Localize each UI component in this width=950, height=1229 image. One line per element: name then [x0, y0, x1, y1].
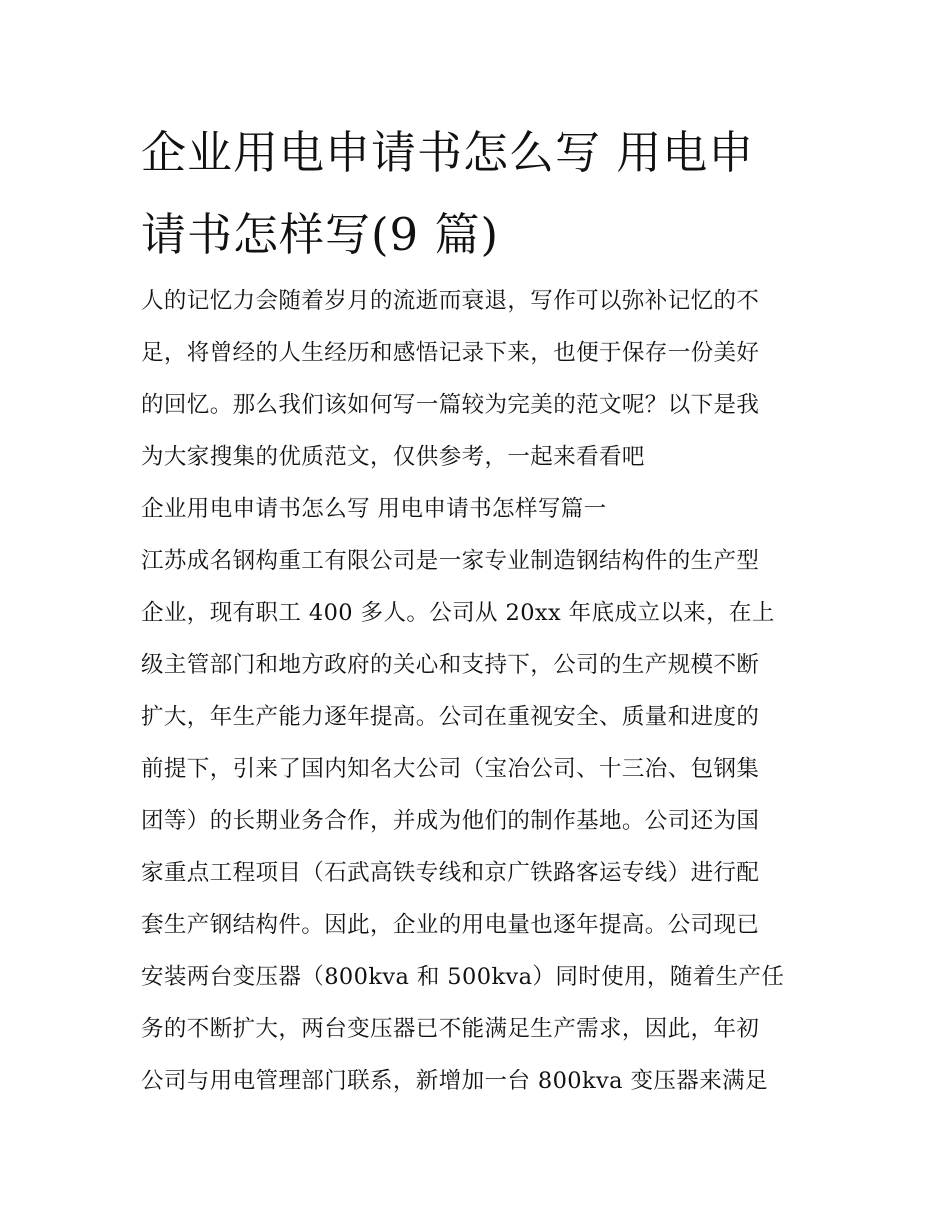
title-line: 企业用电申请书怎么写 用电申 — [141, 126, 755, 179]
body-line: 企业，现有职工 400 多人。公司从 20xx 年底成立以来，在上 — [141, 600, 775, 626]
body-line: 级主管部门和地方政府的关心和支持下，公司的生产规模不断 — [141, 652, 760, 678]
title-line: 请书怎样写(9 篇) — [141, 208, 500, 261]
body-line: 前提下，引来了国内知名大公司（宝冶公司、十三冶、包钢集 — [141, 756, 760, 782]
body-line: 为大家搜集的优质范文，仅供参考，一起来看看吧 — [141, 444, 645, 470]
document-title — [141, 112, 821, 276]
body-line: 的回忆。那么我们该如何写一篇较为完美的范文呢？以下是我 — [141, 392, 760, 418]
body-line: 足，将曾经的人生经历和感悟记录下来，也便于保存一份美好 — [141, 340, 760, 366]
body-line: 扩大，年生产能力逐年提高。公司在重视安全、质量和进度的 — [141, 704, 760, 730]
body-line: 安装两台变压器（800kva 和 500kva）同时使用，随着生产任 — [141, 964, 785, 990]
body-line: 江苏成名钢构重工有限公司是一家专业制造钢结构件的生产型 — [141, 548, 760, 574]
body-line: 团等）的长期业务合作，并成为他们的制作基地。公司还为国 — [141, 808, 760, 834]
body-line: 家重点工程项目（石武高铁专线和京广铁路客运专线）进行配 — [141, 860, 760, 886]
body-line: 务的不断扩大，两台变压器已不能满足生产需求，因此，年初 — [141, 1016, 760, 1042]
body-line: 套生产钢结构件。因此，企业的用电量也逐年提高。公司现已 — [141, 912, 760, 938]
body-line: 公司与用电管理部门联系，新增加一台 800kva 变压器来满足 — [141, 1068, 768, 1094]
body-line: 人的记忆力会随着岁月的流逝而衰退，写作可以弥补记忆的不 — [141, 288, 760, 314]
section-heading: 企业用电申请书怎么写 用电申请书怎样写篇一 — [141, 496, 607, 522]
document-body — [141, 275, 821, 1107]
